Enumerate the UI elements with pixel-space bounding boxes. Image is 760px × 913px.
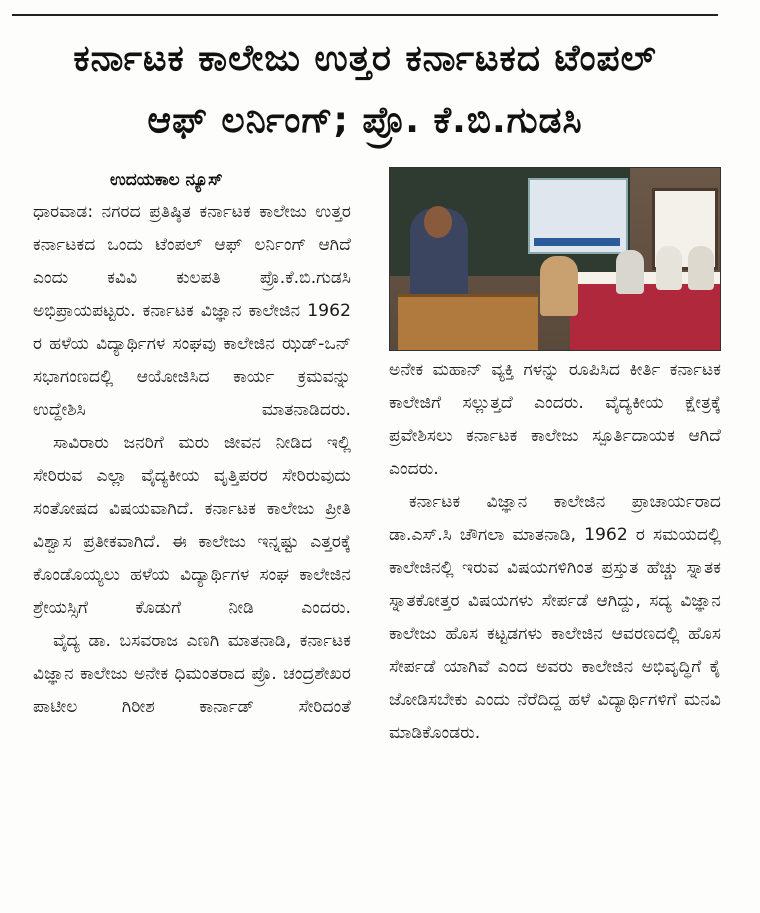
photo-person [616,250,644,294]
headline-line-1: ಕರ್ನಾಟಕ ಕಾಲೇಜು ಉತ್ತರ ಕರ್ನಾಟಕದ ಟೆಂಪಲ್ [73,38,657,79]
photo-banner [528,178,628,254]
photo-podium [398,294,538,351]
right-column [389,354,721,750]
photo-dais-table [570,280,720,350]
top-rule [12,14,718,16]
photo-person [688,246,714,290]
right-paragraph-1: ಅನೇಕ ಮಹಾನ್ ವ್ಯಕ್ತಿ ಗಳನ್ನು ರೂಪಿಸಿದ ಕೀರ್ತಿ ಕರ್ನಾಟಕ ಕಾಲೇಜಿಗೆ ಸಲ್ಲುತ್ತದೆ ಎಂದರು. ವೈದ್ಯಕೀಯ ಕ್ಷೇತ್ರಕ್ಕೆ ಪ್ರವೇಶಿಸಲು ಕರ್ನಾಟಕ ಕಾಲೇಜು ಸ್ಪೂರ್ತಿದಾಯಕ ಆಗಿದೆ ಎಂದರು. [389,360,721,479]
left-column [33,196,351,724]
left-paragraph-2: ಸಾವಿರಾರು ಜನರಿಗೆ ಮರು ಜೀವನ ನೀಡಿದ ಇಲ್ಲಿ ಸೇರಿರುವ ಎಲ್ಲಾ ವೈದ್ಯಕೀಯ ವೃತ್ತಿಪರರ ಸೇರಿರುವುದು ಸಂತೋಷದ ವಿಷಯವಾಗಿದೆ. ಕರ್ನಾಟಕ ಕಾಲೇಜು ಪ್ರೀತಿ ವಿಶ್ವಾಸ ಪ್ರತೀಕವಾಗಿದೆ. ಈ ಕಾಲೇಜು ಇನ್ನಷ್ಟು ಎತ್ತರಕ್ಕೆ ಕೊಂಡೊಯ್ಯಲು ಹಳೆಯ ವಿದ್ಯಾರ್ಥಿಗಳ ಸಂಘ ಕಾಲೇಜಿನ ಶ್ರೇಯಸ್ಸಿಗೆ ಕೊಡುಗೆ ನೀಡಿ ಎಂದರು. [33,433,351,618]
headline-line-2: ಆಫ್ ಲರ್ನಿಂಗ್; ಪ್ರೊ. ಕೆ.ಬಿ.ಗುಡಸಿ [147,100,583,141]
left-paragraph-1: ಧಾರವಾಡ: ನಗರದ ಪ್ರತಿಷ್ಠಿತ ಕರ್ನಾಟಕ ಕಾಲೇಜು ಉತ್ತರ ಕರ್ನಾಟಕದ ಒಂದು ಟೆಂಪಲ್ ಆಫ್ ಲರ್ನಿಂಗ್ ಆಗಿದೆ ಎಂದು ಕವಿವಿ ಕುಲಪತಿ ಪ್ರೊ.ಕೆ.ಬಿ.ಗುಡಸಿ ಅಭಿಪ್ರಾಯಪಟ್ಟರು. ಕರ್ನಾಟಕ ವಿಜ್ಞಾನ ಕಾಲೇಜಿನ 1962 ರ ಹಳೆಯ ವಿದ್ಯಾರ್ಥಿಗಳ ಸಂಘವು ಕಾಲೇಜಿನ ಝಡ್-ಒನ್ ಸಭಾಗಂಣದಲ್ಲಿ ಆಯೋಜಿಸಿದ ಕಾರ್ಯ ಕ್ರಮವನ್ನು ಉದ್ದೇಶಿಸಿ ಮಾತನಾಡಿದರು. [33,202,351,420]
photo-person [540,256,578,316]
photo-person [656,246,682,290]
byline: ಉದಯಕಾಲ ನ್ಯೂಸ್ [110,170,223,190]
headline [12,28,718,152]
event-photo [389,167,721,351]
right-paragraph-2: ಕರ್ನಾಟಕ ವಿಜ್ಞಾನ ಕಾಲೇಜಿನ ಪ್ರಾಚಾರ್ಯರಾದ ಡಾ.ಎಸ್.ಸಿ ಚೌಗಲಾ ಮಾತನಾಡಿ, 1962 ರ ಸಮಯದಲ್ಲಿ ಕಾಲೇಜಿನಲ್ಲಿ ಇರುವ ವಿಷಯಗಳಿಗಿಂತ ಪ್ರಸ್ತುತ ಹೆಚ್ಚು ಸ್ನಾತಕ ಸ್ನಾತಕೋತ್ತರ ವಿಷಯಗಳು ಸೇರ್ಪಡೆ ಆಗಿದ್ದು, ಸದ್ಯ ವಿಜ್ಞಾನ ಕಾಲೇಜು ಹೊಸ ಕಟ್ಟಡಗಳು ಕಾಲೇಜಿನ ಆವರಣದಲ್ಲಿ ಹೊಸ ಸೇರ್ಪಡೆ ಯಾಗಿವೆ ಎಂದ ಅವರು ಕಾಲೇಜಿನ ಅಭಿವೃದ್ಧಿಗೆ ಕೈ ಜೋಡಿಸಬೇಕು ಎಂದು ನೆರೆದಿದ್ದ ಹಳೆ ವಿದ್ಯಾರ್ಥಿಗಳಿಗೆ ಮನವಿ ಮಾಡಿಕೊಂಡರು. [389,492,721,743]
left-paragraph-3: ವೈದ್ಯ ಡಾ. ಬಸವರಾಜ ಎಣಗಿ ಮಾತನಾಡಿ, ಕರ್ನಾಟಕ ವಿಜ್ಞಾನ ಕಾಲೇಜು ಅನೇಕ ಧಿಮಂತರಾದ ಪ್ರೊ. ಚಂದ್ರಶೇಖರ ಪಾಟೀಲ ಗಿರೀಶ ಕಾರ್ನಾಡ್ ಸೇರಿದಂತೆ [33,631,351,717]
